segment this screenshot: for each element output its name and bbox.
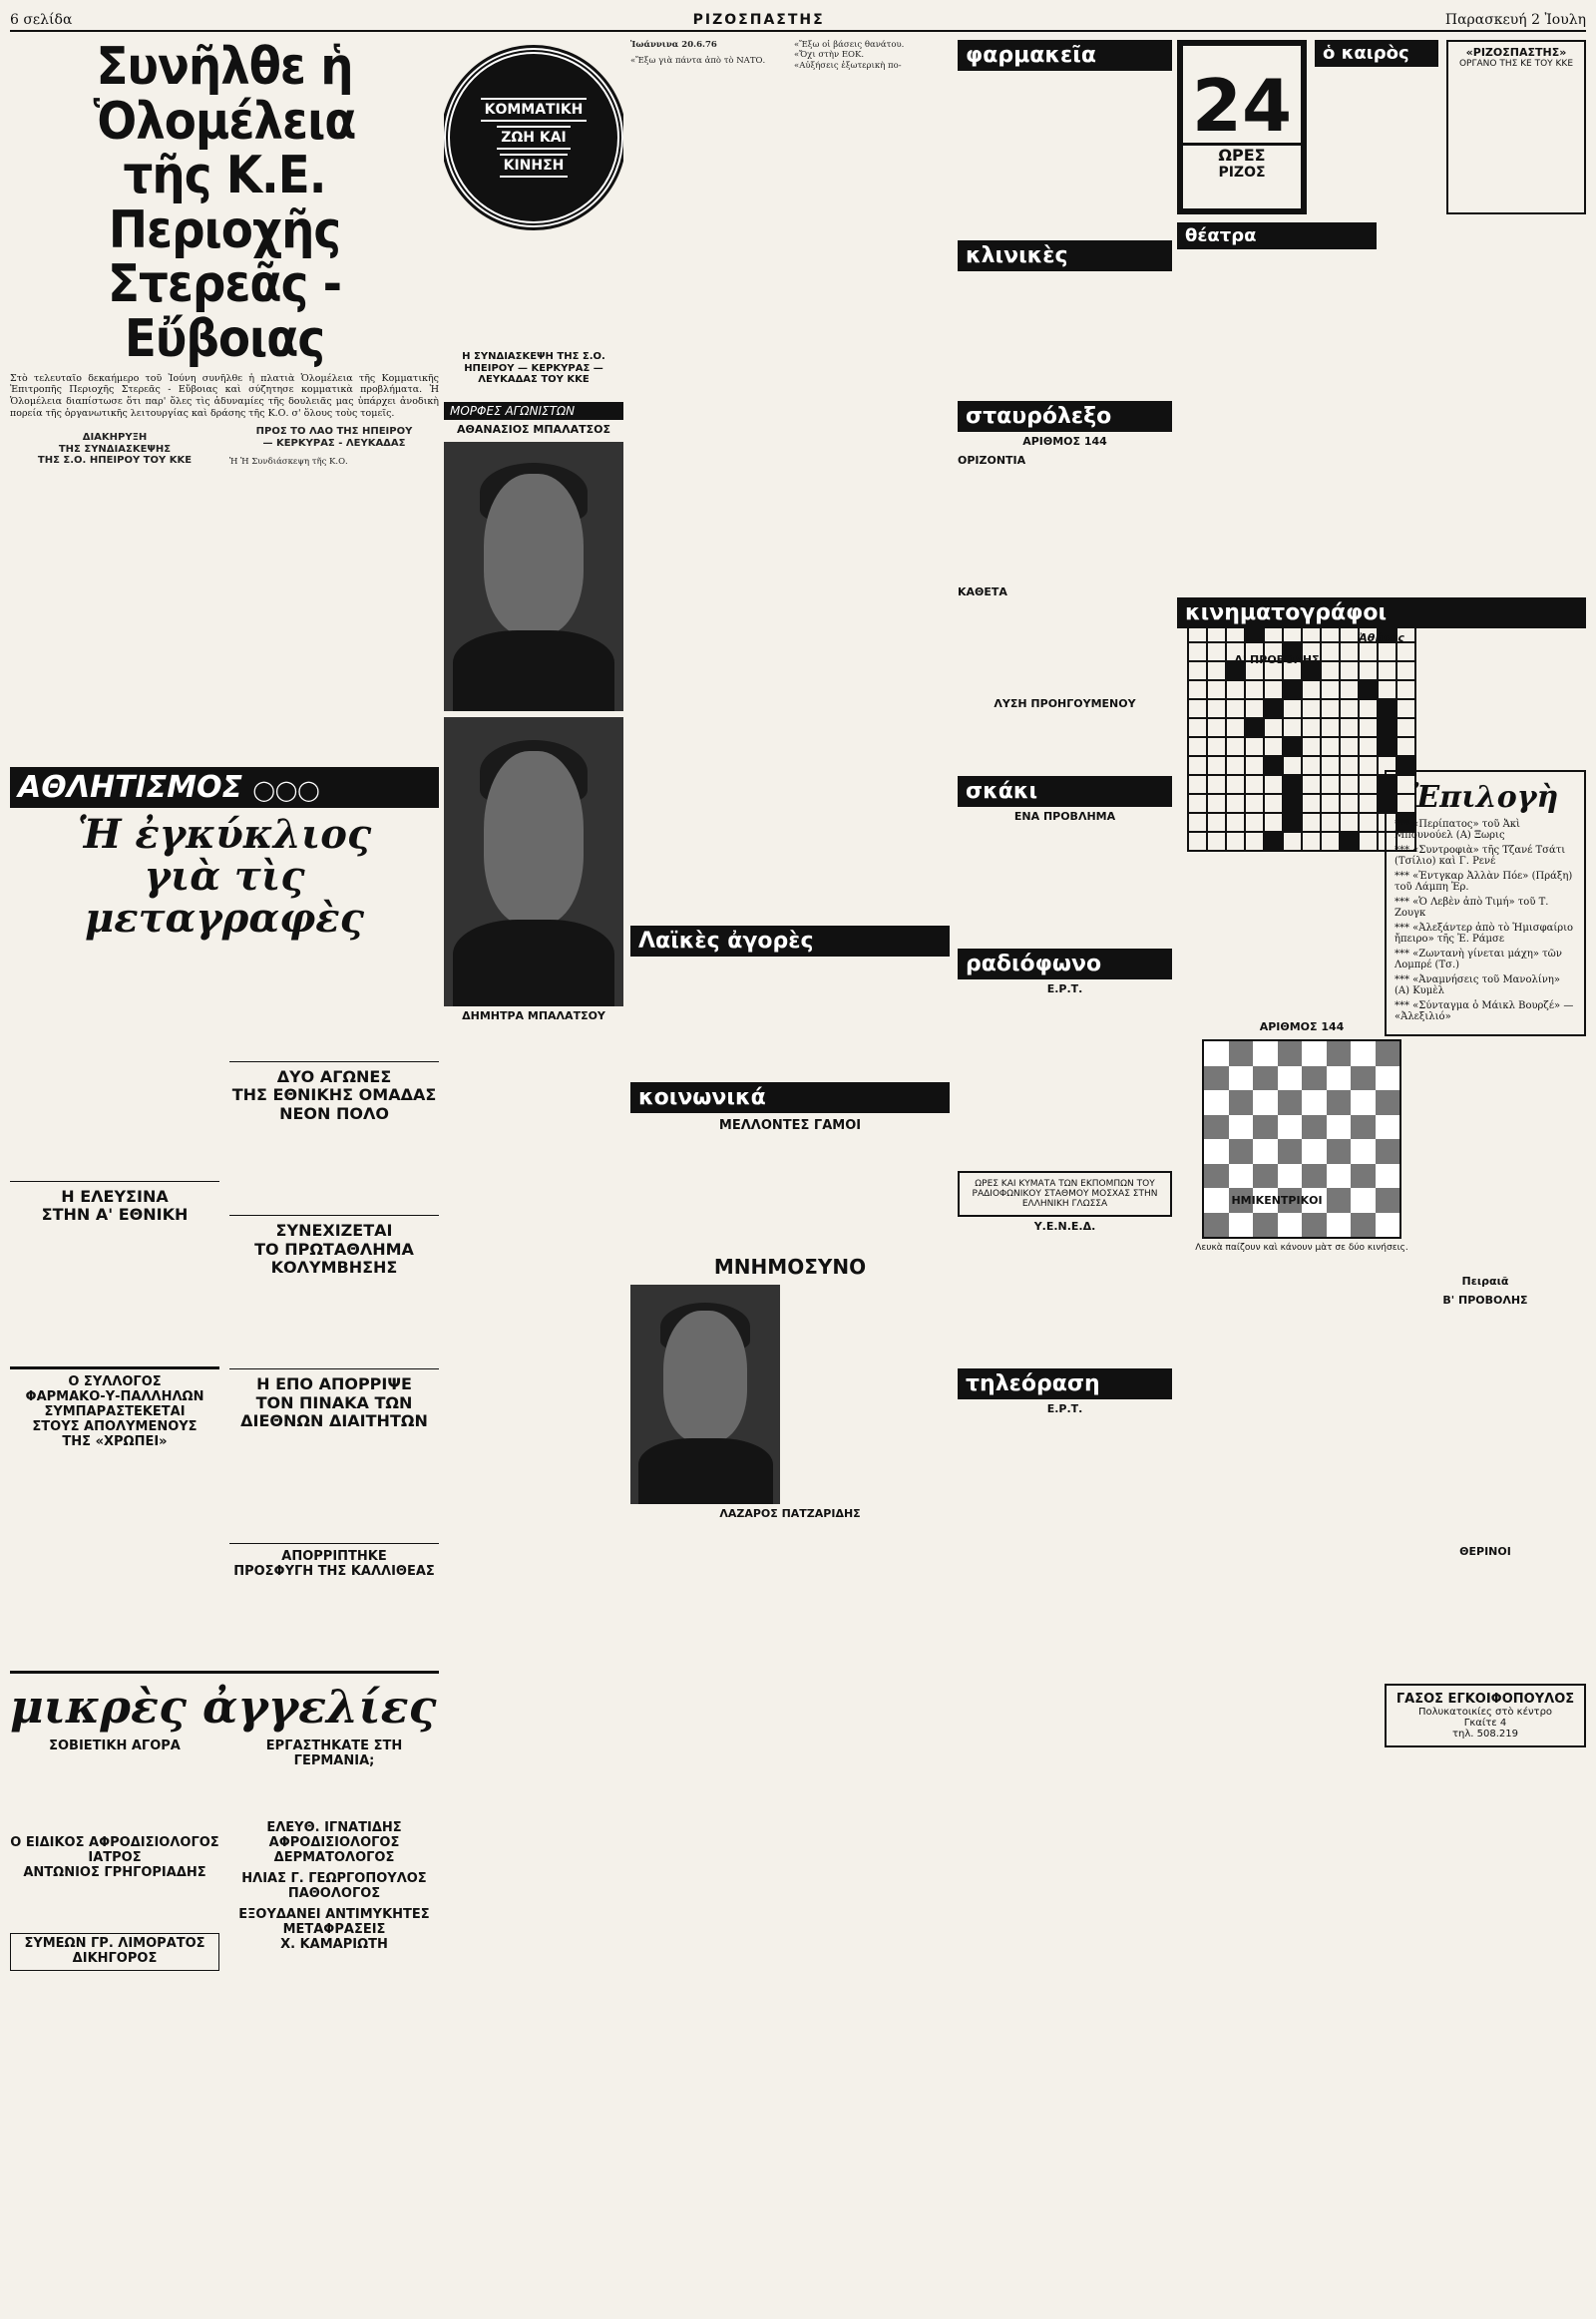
tv-banner: τηλεόραση — [958, 1368, 1172, 1399]
classified-translations — [229, 1908, 439, 1953]
pharmacists-body — [10, 1456, 219, 1576]
story-line: ΑΠΟΡΡΙΠΤΗΚΕ — [281, 1548, 387, 1564]
social-sub: ΜΕΛΛΟΝΤΕΣ ΓΑΜΟΙ — [718, 1118, 862, 1133]
story-line: ΤΟΝ ΠΙΝΑΚΑ ΤΩΝ — [255, 1392, 413, 1412]
cinema-list-b — [1385, 650, 1586, 770]
story-line: ΤΗΣ ΕΘΝΙΚΗΣ ΟΜΑΔΑΣ — [231, 1085, 437, 1105]
sports-story-swimming — [229, 1222, 439, 1277]
classified-line: ΕΞΟΥΔΑΝΕΙ ΑΝΤΙΜΥΚΗΤΕΣ — [238, 1907, 430, 1923]
headline-line-3: Στερεᾶς - Εὔβοιας — [108, 254, 341, 369]
memorial-body — [786, 1285, 950, 1504]
closing-line: Ἡ Ἡ Συνδιάσκεψη τῆς Κ.Ο. — [229, 457, 348, 468]
memorial-photo — [630, 1285, 780, 1504]
social-body — [630, 1140, 950, 1250]
crossword-banner: σταυρόλεξο — [958, 401, 1172, 432]
sports-story-referees — [229, 1375, 439, 1430]
olympic-rings-icon: ◯◯◯ — [252, 778, 320, 803]
person-name-1: ΑΘΑΝΑΣΙΟΣ ΜΠΑΛΑΤΣΟΣ — [457, 422, 610, 436]
summer-label: ΘΕΡΙΝΟΙ — [1459, 1545, 1511, 1558]
second-label: Β' ΠΡΟΒΟΛΗΣ — [1442, 1294, 1528, 1307]
slogan: «Ἔξω γιὰ πάντα ἀπὸ τὸ ΝΑΤΟ. — [630, 56, 766, 67]
radio-schedule — [958, 1001, 1172, 1171]
referees-body — [229, 1437, 439, 1537]
hours-number: 24 — [1191, 64, 1293, 149]
slogan: «Ὄχι στὴν ΕΟΚ. — [794, 50, 865, 61]
theatre-banner: θέατρα — [1177, 222, 1377, 249]
cinema-city: Ἀθήνας — [1359, 631, 1404, 644]
chess-number: ΑΡΙΘΜΟΣ 144 — [1259, 1020, 1345, 1033]
classified-doctor-body — [10, 1887, 219, 1927]
sports-headline-line: Ἡ ἐγκύκλιος — [77, 811, 372, 859]
social-banner: κοινωνικά — [630, 1082, 950, 1113]
story-line: ΝΕΟΝ ΠΟΛΟ — [279, 1103, 389, 1123]
lead-intro: Στὸ τελευταῖο δεκαήμερο τοῦ Ἰούνη συνῆλθε ἡ πλατιὰ Ὁλομέλεια τῆς Κομματικῆς Ἐπιτροπῆς Περιοχῆς Στερεᾶς - Εὔβοιας καὶ σύζητησε κομματικὰ προβλήματα. Ἡ Ὁλομέλεια διαπίστωσε ὅτι παρ' ὅλες τὶς ἀδυναμίες τῆς δουλειᾶς μας ὑπάρχει ἀνοδικὴ πορεία τῆς ὀργανωτικῆς λειτουργίας καὶ δράσης τῆς Κ.Ο. σ' ὅλους τοὺς τομεῖς. — [10, 372, 439, 420]
chess-banner: σκάκι — [958, 776, 1172, 807]
classified-line: ΜΕΤΑΦΡΑΣΕΙΣ — [282, 1921, 386, 1937]
memorial-body-2 — [630, 1526, 950, 1706]
cinema-list-c — [1385, 1042, 1586, 1272]
portrait-photo-1 — [444, 442, 623, 711]
gas-line: Πολυκατοικίες στὸ κέντρο — [1417, 1707, 1553, 1718]
classified-ignatidis — [229, 1821, 439, 1866]
solution-body — [958, 716, 1172, 776]
signature-line: ΔΙΑΚΗΡΥΞΗ — [82, 432, 148, 444]
story-line: ΠΡΟΣΦΥΓΗ ΤΗΣ ΚΑΛΛΙΘΕΑΣ — [233, 1563, 435, 1579]
page-header — [10, 10, 1586, 32]
sports-banner-label: ΑΘΛΗΤΙΣΜΟΣ — [18, 770, 243, 806]
polo-body — [229, 1129, 439, 1209]
classified-georgopoulos — [229, 1872, 439, 1902]
pharm-line: ΤΗΣ «ΧΡΩΠΕΙ» — [62, 1433, 168, 1449]
classified-doctor — [10, 1836, 219, 1881]
classified-soviet: ΣΟΒΙΕΤΙΚΗ ΑΓΟΡΑ — [49, 1739, 181, 1754]
classifieds-title: μικρὲς ἀγγελίες — [10, 1680, 437, 1735]
pick-item: *** «Σύνταγμα ὁ Μάικλ Βουρζέ» — «Ἀλεξιλιό» — [1395, 1000, 1574, 1022]
pharm-line: ΣΥΜΠΑΡΑΣΤΕΚΕΤΑΙ — [44, 1403, 186, 1419]
yened-label: Υ.Ε.Ν.Ε.Δ. — [1033, 1220, 1096, 1233]
classified-line: ΕΛΕΥΘ. ΙΓΝΑΤΙΔΗΣ — [266, 1820, 402, 1836]
page-number: 6 σελίδα — [10, 12, 73, 28]
down-label: ΚΑΘΕΤΑ — [958, 585, 1007, 598]
pharm-line: Ο ΣΥΛΛΟΓΟΣ — [68, 1373, 162, 1389]
classified-line: ΔΙΚΗΓΟΡΟΣ — [72, 1951, 158, 1967]
lead-body — [10, 426, 439, 755]
epilogi-title: Ἐπιλογὴ — [1411, 780, 1559, 815]
headline-line-1: Συνῆλθε ἡ Ὁλομέλεια — [93, 40, 356, 152]
sports-story-polo — [229, 1068, 439, 1123]
yened-schedule — [958, 1239, 1172, 1368]
transfers-body — [10, 946, 219, 1175]
pharmacists-headline — [10, 1375, 219, 1450]
classified-line: ΔΕΡΜΑΤΟΛΟΓΟΣ — [273, 1850, 395, 1866]
classified-line: ΑΝΤΩΝΙΟΣ ΓΡΗΓΟΡΙΑΔΗΣ — [23, 1865, 206, 1881]
weather-banner: ὁ καιρὸς — [1315, 40, 1438, 67]
page-date: Παρασκευή 2 Ἰουλη — [1444, 12, 1586, 28]
tv-schedule — [958, 1421, 1172, 1541]
hours-label: ΩΡΕΣ — [1183, 143, 1301, 165]
gas-title: ΓΑΣΟΣ ΕΓΚΟΙΦΟΠΟΥΛΟΣ — [1396, 1692, 1575, 1707]
swimming-body — [229, 1283, 439, 1362]
story-line: ΣΤΗΝ Α' ΕΘΝΙΚΗ — [41, 1205, 189, 1225]
ad-masthead-box — [1446, 40, 1586, 214]
column-3 — [630, 40, 950, 2319]
logo-line: ΖΩΗ ΚΑΙ — [497, 126, 571, 150]
epilogi-box — [1385, 770, 1586, 1036]
premiere-label: Α' ΠΡΟΒΟΛΗΣ — [1234, 653, 1320, 666]
pharmacies-banner: φαρμακεῖα — [958, 40, 1172, 71]
pick-item: *** «Περίπατος» τοῦ Ἀκὶ Μπουνούελ (Α) Ξωρις — [1395, 819, 1520, 841]
classified-soviet-body — [10, 1760, 219, 1830]
pick-item: *** «Συντροφιὰ» τῆς Τζανέ Τσάτι (Τσίλιο) καὶ Γ. Ρενέ — [1395, 845, 1566, 867]
pharm-line: ΦΑΡΜΑΚΟ-Υ-ΠΑΛΛΗΛΩΝ — [25, 1388, 204, 1404]
classified-germany-body — [229, 1775, 439, 1815]
classified-line: ΑΦΡΟΔΙΣΙΟΛΟΓΟΣ — [268, 1835, 400, 1851]
tv-ert: Ε.Ρ.Τ. — [1046, 1402, 1083, 1415]
pick-item: *** «Ἐντγκαρ Ἀλλὰν Πόε» (Πράξη) τοῦ Λάμπη Ἐρ. — [1395, 871, 1573, 893]
classified-lawyer — [10, 1933, 219, 1971]
hours-sub: ΡΙΖΟΣ — [1218, 164, 1266, 181]
theatre-body-2 — [1385, 222, 1586, 591]
biography-body — [630, 289, 950, 918]
person-name-3: ΛΑΖΑΡΟΣ ΠΑΤΖΑΡΙΔΗΣ — [719, 1506, 861, 1520]
cinema-list-d — [1385, 1313, 1586, 1542]
theatre-body — [1177, 249, 1377, 579]
clinics-banner: κλινικὲς — [958, 240, 1172, 271]
signature-line: ΠΡΟΣ ΤΟ ΛΑΟ ΤΗΣ ΗΠΕΙΡΟΥ — [255, 426, 413, 438]
chess-caption: Λευκὰ παίζουν καὶ κάνουν μὰτ σε δύο κινήσεις. — [1195, 1243, 1408, 1253]
pick-item: *** «Ὁ Λεβὲν ἀπὸ Τιμή» τοῦ Τ. Ζουγκ — [1395, 897, 1549, 919]
column-5 — [1177, 40, 1586, 2319]
down-clues — [958, 604, 1172, 694]
radio-sub: Ε.Ρ.Τ. — [1046, 982, 1083, 995]
pick-item: *** «Ζωντανὴ γίνεται μάχη» τῶν Λομπρέ (Τσ.) — [1395, 949, 1562, 970]
lead-headline — [10, 40, 439, 367]
radio-banner: ραδιόφωνο — [958, 949, 1172, 979]
cinema-banner: κινηματογράφοι — [1177, 597, 1586, 628]
column-1 — [10, 40, 439, 2319]
pharmacies-body — [958, 71, 1172, 240]
sports-headline-line: γιὰ τὶς μεταγραφὲς — [85, 853, 364, 943]
story-line: Η ΕΠΟ ΑΠΟΡΡΙΨΕ — [256, 1374, 412, 1394]
party-life-logo — [444, 48, 623, 227]
col3-body — [630, 40, 950, 289]
chess-problem: ΕΝΑ ΠΡΟΒΛΗΜΑ — [1013, 810, 1116, 823]
gas-line: Γκαίτε 4 — [1463, 1718, 1507, 1729]
kallithea-body — [229, 1585, 439, 1665]
slogan: «Αὐξήσεις ἐξωτερικὴ πο- — [794, 60, 902, 71]
story-line: ΔΥΟ ΑΓΩΝΕΣ — [276, 1067, 392, 1087]
across-label: ΟΡΙΖΟΝΤΙΑ — [958, 454, 1026, 467]
classified-line: ΙΑΤΡΟΣ — [88, 1850, 142, 1866]
signature-line: — ΚΕΡΚΥΡΑΣ - ΛΕΥΚΑΔΑΣ — [262, 437, 406, 449]
classified-germany: ΕΡΓΑΣΤΗΚΑΤΕ ΣΤΗ ΓΕΡΜΑΝΙΑ; — [265, 1739, 403, 1769]
memorial-title: ΜΝΗΜΟΣΥΝΟ — [713, 1254, 867, 1279]
conference-title: Η ΣΥΝΔΙΑΣΚΕΨΗ ΤΗΣ Σ.Ο. ΗΠΕΙΡΟΥ — ΚΕΡΚΥΡΑΣ — ΛΕΥΚΑΔΑΣ ΤΟΥ ΚΚΕ — [462, 351, 605, 385]
chess-moves — [958, 829, 1172, 949]
clinics-body — [958, 271, 1172, 401]
weather-body — [1315, 67, 1438, 177]
headline-line-2: τῆς Κ.Ε. Περιοχῆς — [108, 146, 341, 260]
story-line: ΔΙΕΘΝΩΝ ΔΙΑΙΤΗΤΩΝ — [240, 1411, 428, 1431]
classified-line: Ο ΕΙΔΙΚΟΣ ΑΦΡΟΔΙΣΙΟΛΟΓΟΣ — [10, 1835, 219, 1851]
cinema-list-a — [1177, 672, 1377, 1191]
piraeus-label: Πειραιᾶ — [1461, 1275, 1509, 1288]
hours-badge — [1177, 40, 1307, 214]
cinema-list-night — [1177, 1213, 1377, 1512]
logo-line: ΚΟΜΜΑΤΙΚΗ — [481, 98, 588, 122]
laikes-banner: Λαϊκὲς ἀγορὲς — [630, 926, 950, 957]
story-line: Η ΕΛΕΥΣΙΝΑ — [61, 1187, 169, 1207]
moscow-radio-box: ΩΡΕΣ ΚΑΙ ΚΥΜΑΤΑ ΤΩΝ ΕΚΠΟΜΠΩΝ ΤΟΥ ΡΑΔΙΟΦΩΝΙΚΟΥ ΣΤΑΘΜΟΥ ΜΟΣΧΑΣ ΣΤΗΝ ΕΛΛΗΝΙΚΗ ΓΛΩΣΣΑ — [958, 1171, 1172, 1217]
night-label: ΗΜΙΚΕΝΤΡΙΚΟΙ — [1231, 1194, 1323, 1207]
story-line: ΚΟΛΥΜΒΗΣΗΣ — [270, 1258, 398, 1278]
sports-story-eleusina — [10, 1188, 219, 1225]
column-2 — [444, 40, 623, 2319]
signature-line: ΤΗΣ Σ.Ο. ΗΠΕΙΡΟΥ ΤΟΥ ΚΚΕ — [37, 455, 193, 467]
pick-item: *** «Ἀλεξάντερ ἀπὸ τὸ Ἡμισφαίριο ἤπειρο» τῆς Ἐ. Ράμσε — [1395, 923, 1574, 945]
across-clues — [958, 473, 1172, 582]
pick-item: *** «Ἀναμνήσεις τοῦ Μανολίνη» (Α) Κυμὲλ — [1395, 974, 1560, 996]
ad-title: «ΡΙΖΟΣΠΑΣΤΗΣ» — [1465, 46, 1567, 59]
classified-line: ΣΥΜΕΩΝ ΓΡ. ΛΙΜΟΡΑΤΟΣ — [24, 1936, 205, 1952]
sports-headline — [10, 811, 439, 943]
cinema-list-e — [1385, 1564, 1586, 1684]
masthead: ΡΙΖΟΣΠΑΣΤΗΣ — [692, 12, 825, 28]
col2-body — [444, 235, 623, 345]
person-name-2: ΔΗΜΗΤΡΑ ΜΠΑΛΑΤΣΟΥ — [462, 1008, 605, 1022]
solution-label: ΛΥΣΗ ΠΡΟΗΓΟΥΜΕΝΟΥ — [994, 697, 1136, 710]
morfes-label: ΜΟΡΦΕΣ ΑΓΩΝΙΣΤΩΝ — [444, 402, 623, 420]
portrait-photo-2 — [444, 717, 623, 1006]
transfers-body-2 — [229, 946, 439, 1055]
date-line: Ἰωάννινα 20.6.76 — [630, 40, 717, 50]
ad-sub: ΟΡΓΑΝΟ ΤΗΣ ΚΕ ΤΟΥ ΚΚΕ — [1458, 59, 1574, 69]
pharm-line: ΣΤΟΥΣ ΑΠΟΛΥΜΕΝΟΥΣ — [32, 1418, 198, 1434]
classified-line: ΠΑΘΟΛΟΓΟΣ — [287, 1886, 381, 1902]
logo-line: ΚΙΝΗΣΗ — [500, 154, 569, 178]
gas-ad — [1385, 1684, 1586, 1747]
sports-story-kallithea — [229, 1550, 439, 1580]
classified-line: Χ. ΚΑΜΑΡΙΩΤΗ — [280, 1936, 388, 1952]
story-line: ΣΥΝΕΧΙΖΕΤΑΙ — [275, 1221, 393, 1241]
classified-line: ΗΛΙΑΣ Γ. ΓΕΩΡΓΟΠΟΥΛΟΣ — [241, 1871, 427, 1887]
slogan: «Ἔξω οἱ βάσεις θανάτου. — [794, 40, 905, 50]
gas-phone: τηλ. 508.219 — [1452, 1729, 1518, 1739]
story-line: ΤΟ ΠΡΩΤΑΘΛΗΜΑ — [254, 1239, 414, 1259]
column-4 — [958, 40, 1172, 2319]
signature-line: ΤΗΣ ΣΥΝΔΙΑΣΚΕΨΗΣ — [58, 443, 172, 455]
crossword-number: ΑΡΙΘΜΟΣ 144 — [1022, 435, 1107, 448]
laikes-body — [630, 957, 950, 1076]
eleusina-body — [10, 1231, 219, 1360]
sports-banner — [10, 767, 439, 808]
